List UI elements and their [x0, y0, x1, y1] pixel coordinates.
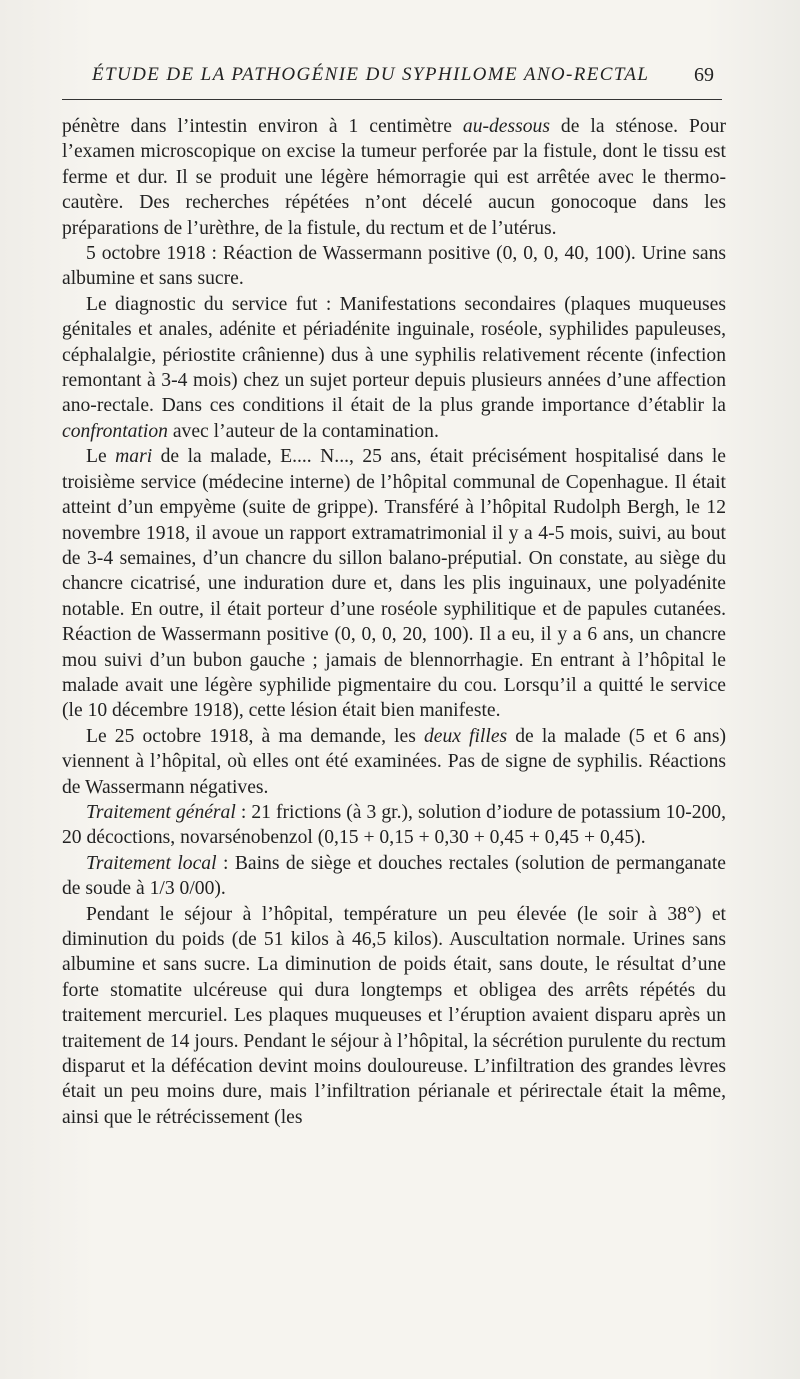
paragraph-wassermann-reaction — [62, 241, 726, 292]
page-number: 69 — [694, 64, 714, 86]
paragraph-local-treatment — [62, 851, 726, 902]
text-segment: de la malade (5 et 6 ans) viennent à l’hôpital, où elles ont été examinées. Pas de signe de syphilis. Réactions de Wassermann négatives. — [62, 725, 726, 798]
text-segment: pénètre dans l’intestin environ à 1 centimètre — [62, 116, 463, 137]
paragraph-sample-description — [62, 114, 726, 241]
italic-text-segment: mari — [115, 446, 153, 468]
text-segment: Le diagnostic du service fut : Manifestations secondaires (plaques muqueuses génitales et anales, adénite et périadénite inguinale, roséole, syphilides papuleuses, céphalalgie, périostite crânienne) dus à une syphilis relativement récente (infection remontant à 3-4 mois) chez un sujet porteur depuis plusieurs années d’une affection ano-rectale. Dans ces conditions il était de la plus grande importance d’établir la — [62, 293, 726, 417]
italic-text-segment: confrontation — [62, 420, 168, 442]
running-title: ÉTUDE DE LA PATHOGÉNIE DU SYPHILOME ANO-RECTAL — [92, 64, 650, 85]
italic-text-segment: deux filles — [423, 725, 508, 747]
paragraph-diagnosis — [62, 292, 726, 444]
text-segment: de la sténose. Pour l’examen microscopique on excise la tumeur perforée par la fistule, dont le tissu est ferme et dur. Il se produit une légère hémorragie qui est arrêtée avec le thermo-cautère. Des recherches répétées n’ont décelé aucun gonocoque dans les préparations de l’urèthre, de la fistule, du rectum et de l’utérus. — [62, 116, 727, 239]
text-segment: Le — [86, 446, 116, 468]
italic-text-segment: au-dessous — [462, 116, 550, 137]
paragraph-hospital-stay — [62, 902, 726, 1131]
paragraph-general-treatment — [62, 800, 726, 851]
text-segment: : 21 frictions (à 3 gr.), solution d’iodure de potassium 10-200, 20 décoctions, novarsénobenzol (0,15 + 0,15 + 0,30 + 0,45 + 0,45 + 0,45). — [62, 801, 727, 849]
paragraph-daughters — [62, 724, 726, 800]
italic-text-segment: Traitement général — [86, 801, 236, 823]
body-text — [62, 114, 726, 1130]
text-segment: de la malade, E.... N..., 25 ans, était précisément hospitalisé dans le troisième service (médecine interne) de l’hôpital communal de Copenhague. Il était atteint d’un empyème (suite de grippe). Transféré à l’hôpital Rudolph Bergh, le 12 novembre 1918, il avoue un rapport extramatrimonial il y a 4-5 mois, suivi, au bout de 3-4 semaines, d’un chancre du sillon balano-préputial. On constate, au siège du chancre cicatrisé, une induration dure et, dans les plis inguinaux, une polyadénite notable. En outre, il était porteur d’une roséole syphilitique et de papules cutanées. Réaction de Wassermann positive (0, 0, 0, 20, 100). Il a eu, il y a 6 ans, un chancre mou suivi d’un bubon gauche ; jamais de blennorrhagie. En entrant à l’hôpital le malade avait une légère syphilide pigmentaire du cou. Lorsqu’il a quitté le service (le 10 décembre 1918), cette lésion était bien manifeste. — [62, 446, 726, 722]
header-rule — [62, 99, 722, 100]
text-segment: : Bains de siège et douches rectales (solution de permanganate de soude à 1/3 0/00). — [62, 852, 726, 900]
text-segment: Pendant le séjour à l’hôpital, température un peu élevée (le soir à 38°) et diminution du poids (de 51 kilos à 46,5 kilos). Auscultation normale. Urines sans albumine et sans sucre. La diminution de poids était, sans doute, le résultat d’une forte stomatite ulcéreuse qui dura longtemps et obligea des arrêts répétés du traitement mercuriel. Les plaques muqueuses et l’éruption avaient disparu après un traitement de 14 jours. Pendant le séjour à l’hôpital, la sécrétion purulente du rectum disparut et la défécation devint moins douloureuse. L’infiltration des grandes lèvres était un peu moins dure, mais l’infiltration périanale et périrectale était la même, ainsi que le rétrécissement (les — [62, 903, 726, 1128]
page-header — [62, 64, 724, 94]
italic-text-segment: Traitement local — [86, 852, 217, 874]
text-segment: avec l’auteur de la contamination. — [167, 420, 439, 442]
text-segment: Le 25 octobre 1918, à ma demande, les — [86, 725, 424, 747]
paragraph-husband — [62, 444, 726, 723]
text-segment: 5 octobre 1918 : Réaction de Wassermann positive (0, 0, 0, 40, 100). Urine sans albumine et sans sucre. — [62, 243, 726, 290]
